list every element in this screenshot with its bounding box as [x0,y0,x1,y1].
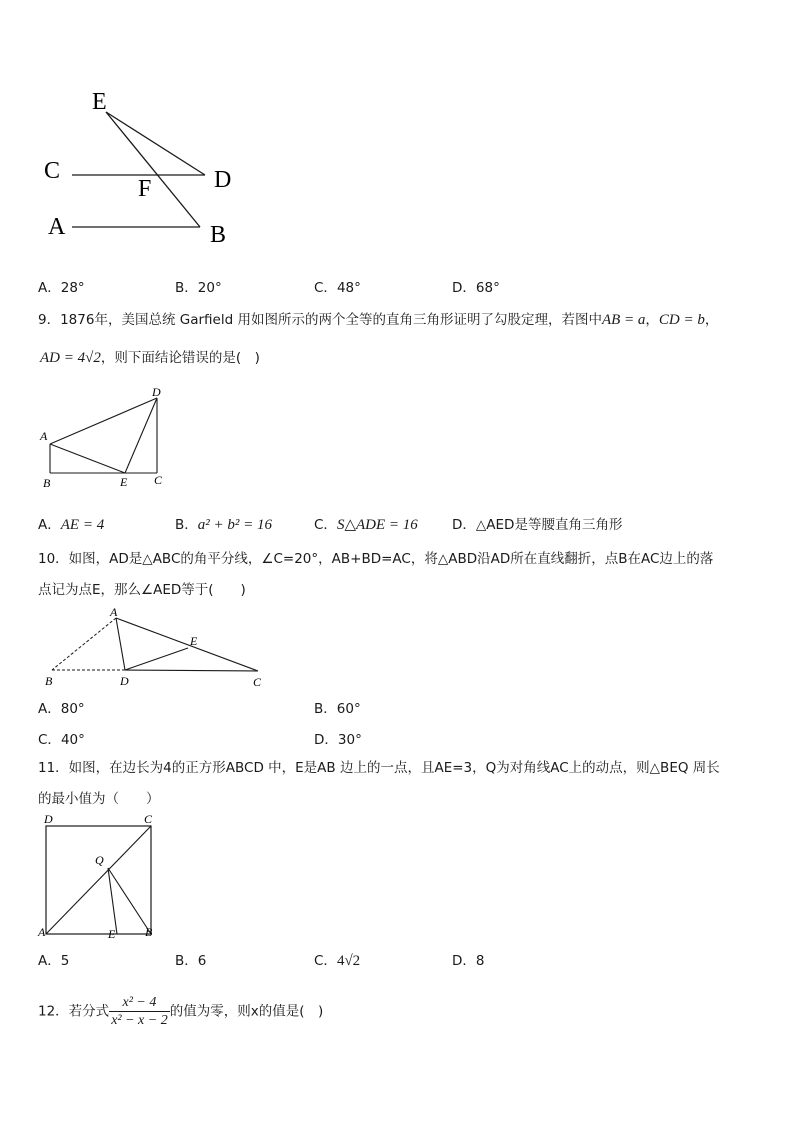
q9-option-b[interactable]: B．a² + b² = 16 [175,517,273,533]
label-c: C [144,812,153,826]
label-f: F [138,176,152,202]
q11-option-b[interactable]: B．6 [175,953,207,969]
q12-fraction: $\frac{\text{x² − 4}}{\text{x² − x − 2}}$ [111,995,168,1028]
label-c: C [154,473,163,487]
label-d: D [214,167,232,193]
q11-option-d[interactable]: D．8 [452,953,485,969]
label-b: B [45,674,53,688]
q9-stem-line2: AD = 4√2，则下面结论错误的是( ) [40,350,260,366]
q8-option-a[interactable]: A．28° [38,280,85,296]
q11-figure [36,810,166,942]
label-q: Q [95,853,104,867]
label-b: B [210,222,227,248]
q8-option-d[interactable]: D．68° [452,280,500,296]
label-a: A [48,214,66,240]
q9-option-c[interactable]: C．S△ADE = 16 [314,517,418,533]
label-b: B [43,476,51,490]
label-d: D [152,385,161,399]
q9-option-a[interactable]: A．AE = 4 [38,517,105,533]
label-a: A [38,925,46,939]
q12-stem: 12．若分式 $\frac{\text{x² − 4}}{\text{x² − x − 2}}$ 的值为零，则x的值是( ) [38,995,324,1028]
q11-stem-line2: 的最小值为（ ） [38,791,160,807]
q9-stem-line1: 9．1876年，美国总统 Garfield 用如图所示的两个全等的直角三角形证明了勾股定理，若图中AB = a，CD = b， [38,312,719,328]
q10-option-b[interactable]: B．60° [314,701,361,717]
label-d: D [120,674,129,688]
q10-option-a[interactable]: A．80° [38,701,85,717]
q9-figure [36,385,176,495]
label-e: E [108,927,116,941]
q11-option-c[interactable]: C．4√2 [314,953,361,969]
q11-stem-line1: 11．如图，在边长为4的正方形ABCD 中，E是AB 边上的一点，且AE=3，Q为对角线AC上的动点，则△BEQ 周长 [38,760,720,776]
label-a: A [110,605,118,619]
line-ed [106,112,205,175]
label-e: E [190,634,198,648]
label-b: B [145,925,153,939]
line-eb [106,112,200,227]
q8-option-b[interactable]: B．20° [175,280,222,296]
label-e: E [120,475,128,489]
q8-figure [40,88,250,248]
q10-stem-line1: 10．如图，AD是△ABC的角平分线，∠C=20°，AB+BD=AC，将△ABD沿AD所在直线翻折，点B在AC边上的落 [38,551,714,567]
label-e: E [92,89,107,115]
q10-option-d[interactable]: D．30° [314,732,362,748]
label-a: A [40,429,48,443]
label-d: D [44,812,53,826]
label-c: C [44,158,61,184]
q10-figure [40,603,270,693]
q10-option-c[interactable]: C．40° [38,732,85,748]
q10-stem-line2: 点记为点E，那么∠AED等于( ) [38,582,246,598]
q8-option-c[interactable]: C．48° [314,280,361,296]
q11-option-a[interactable]: A．5 [38,953,70,969]
q9-option-d[interactable]: D．△AED是等腰直角三角形 [452,517,623,533]
label-c: C [253,675,262,689]
